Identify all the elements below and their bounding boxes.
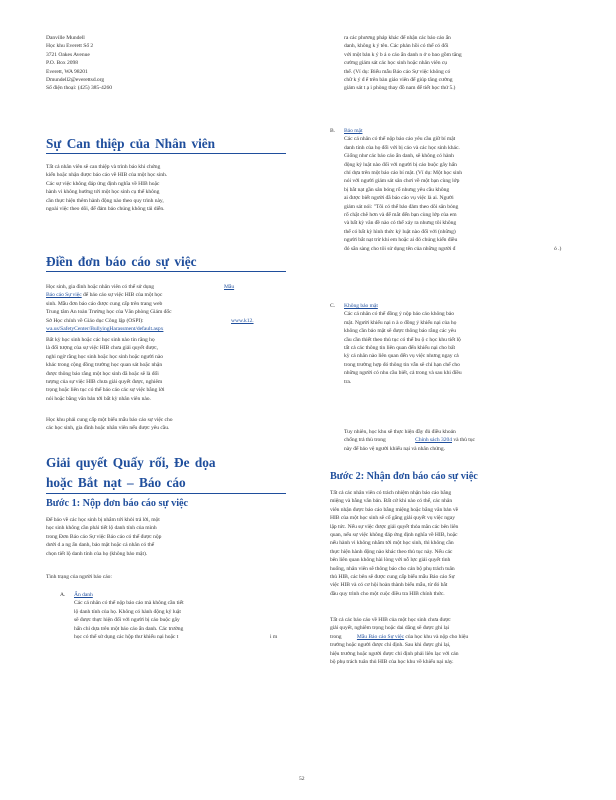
text-line: học sinh không cần phải tiết lộ danh tính của mình (46, 525, 157, 532)
text-line: hiệu trưởng hoặc người được chỉ định phải liên lạc với cán (330, 650, 459, 657)
text-line: Tất cả các báo cáo về HIB của một học sinh chưa được (330, 617, 451, 623)
text-line: Học khu phải cung cấp một biểu mẫu báo cáo sự việc cho (46, 417, 173, 423)
heading-rule (46, 271, 286, 272)
text-line: tượng của sự việc HIB chưa giải quyết được, nghiêm (46, 379, 163, 386)
text-line: Giống như các báo cáo ẩn danh, sẽ không có hành (344, 153, 454, 160)
text-span: ó .) (554, 245, 562, 252)
text-span: Sở Học chính về Giáo dục Công lập (OSPI): (46, 317, 144, 324)
text-line: việc HIB và có cơ hội hoàn thành biểu mẫu, từ đó bắt (330, 582, 448, 589)
text-line: bên liên quan không hài lòng với nỗ lực giải quyết tình (330, 557, 451, 564)
text-line: hành vi không hướng tới một học sinh cụ thể không (46, 189, 160, 196)
text-line: Các cá nhân có thể nộp báo cáo mà không cần tiết (74, 600, 184, 607)
heading-line: hoặc Bắt nạt – Báo cáo (46, 475, 186, 490)
text-line (330, 633, 570, 641)
text-line: cường giám sát các học sinh hoặc nhân viên cụ (344, 60, 447, 67)
text-line: nếu hành vi không nhắm tới một học sinh, thì không cần (330, 540, 454, 547)
text-line: danh tính của họ đối với bị cáo và các học sinh khác. (344, 144, 460, 151)
reporter-status-label: Tình trạng của người báo cáo: (46, 574, 112, 580)
text-line: và bất kỳ văn đề nào có thể xảy ra nhưng tôi không (344, 220, 457, 227)
text-line: giám sát nói: "Tôi có thể bảo đảm theo dõi sân bóng (344, 203, 459, 210)
text-line: chỉ dựa trên một báo cáo bí mật. (Ví dụ: Một học sinh (344, 170, 462, 177)
text-line (46, 317, 286, 325)
text-line: trong Đơn Báo cáo Sự việc Báo cáo có thể được nộp (46, 533, 162, 540)
text-line: quan, nếu sự việc không đáp ứng định nghĩa về HIB, hoặc (330, 532, 458, 539)
text-line: đầu quy trình cho một cuộc điều tra HIB chính thức. (330, 590, 445, 597)
section-heading-resolution (46, 455, 216, 491)
address-line: Học khu Everett Số 2 (46, 43, 94, 50)
page-number: 52 (299, 776, 305, 782)
text-line: hấn chỉ dựa trên một báo cáo ẩn danh. Các trường (74, 625, 184, 632)
text-span: i m (270, 634, 278, 641)
text-line: là đối tượng của sự việc HIB chưa giải quyết được, (46, 345, 159, 352)
text-line: thể. (Ví dụ: Biểu mẫu Báo cáo Sự việc không có (344, 68, 451, 75)
text-line: trong trường hợp đó thông tin vẫn sẽ chỉ hạn chế cho (344, 361, 460, 368)
confidential-item (344, 127, 570, 253)
text-line: lập tức. Nếu sự việc được giải quyết thỏa mãn các bên liên (330, 523, 459, 530)
text-line: thực hiện hành động nào khác theo thủ tục này. Nếu các (330, 548, 453, 555)
text-line (344, 245, 570, 253)
text-line: bộ phụ trách tuân thủ HIB của học khu về khiếu nại này. (330, 659, 454, 666)
heading-rule (46, 493, 286, 494)
form-availability-paragraph (46, 416, 286, 433)
text-span: và thủ tục (453, 437, 475, 444)
heading-rule (46, 153, 286, 154)
text-line: trưởng hoặc người được chỉ định. Sau khi được ghi lại, (330, 642, 451, 649)
text-line: rổ chặt chẽ hơn và để mắt đến bạn cùng lớp của em (344, 212, 457, 219)
section-heading-staff-intervention: Sự Can thiệp của Nhân viên (46, 136, 216, 151)
text-line: mật. Người khiếu nại n à o đồng ý khiếu nại của họ (344, 319, 457, 326)
text-line: Trung tâm An toàn Trường học của Văn phòng Giám đốc (46, 309, 172, 316)
step2-documentation-paragraph (330, 616, 570, 666)
text-line (344, 436, 570, 444)
anonymous-item (74, 591, 286, 641)
policy-3204-link[interactable]: Chính sách 3204 (415, 437, 452, 444)
text-line: Tuy nhiên, học khu sẽ thực hiện đầy đủ điều khoản (344, 429, 456, 435)
list-marker: A. (60, 592, 66, 598)
address-line: Số điện thoại: (425) 385-4260 (46, 85, 112, 92)
text-line: nghi ngờ rằng học sinh hoặc học sinh hoặc người nào (46, 353, 164, 360)
staff-intervention-paragraph (46, 163, 286, 213)
heading-line: Giải quyết Quấy rối, Đe dọa (46, 455, 216, 470)
address-line: P.O. Box 2098 (46, 60, 78, 67)
text-line: ngoài việc theo dõi, để đảm bảo chúng không tái diễn. (46, 206, 165, 213)
text-line: Tất cả các nhân viên có trách nhiệm nhận báo cáo bằng (330, 490, 452, 496)
retaliation-paragraph (344, 428, 570, 453)
text-line: không cần bảo mật sẽ được thông báo rằng các yêu (344, 328, 457, 335)
text-line: trọng hoặc liên tục có thể báo cáo các sự việc bằng lời (46, 387, 165, 394)
step1-paragraph (46, 516, 286, 558)
non-confidential-title: Không bảo mật (344, 303, 378, 309)
text-span: của học khu và nộp cho hiệu (405, 633, 469, 640)
text-line: giám sát t ạ i phòng thay đồ nam để tiết học thứ 5.) (344, 85, 456, 92)
text-line: những người có nhu cầu biết, cả trong và sau khi điều (344, 370, 462, 377)
text-line: tra. (344, 378, 352, 385)
anonymous-title: Ẩn danh (74, 592, 93, 598)
text-line: Tất cả nhân viên sẽ can thiệp và trình báo khi chứng (46, 164, 161, 170)
text-line: HIB của một học sinh sẽ cố gắng giải quyết vụ việc ngay (330, 515, 455, 522)
text-line: với một bản k ý b á o cáo ẩn danh n ở o bao gồm tăng (344, 51, 462, 58)
confidential-title: Bảo mật (344, 128, 363, 134)
text-line: Các cá nhân có thể nộp báo cáo yêu cầu giữ bí mật (344, 136, 456, 143)
text-line (46, 325, 286, 333)
text-line: thể có bất kỳ hình thức kỷ luật nào đối với (những) (344, 228, 456, 235)
incident-report-link[interactable]: Báo cáo Sự việc (46, 292, 82, 299)
text-line: cần thực hiện thêm hành động nào theo quy trình này, (46, 197, 164, 204)
text-line: các học sinh, gia đình hoặc nhân viên nếu được yêu cầu. (46, 425, 170, 432)
text-line: được thông báo rằng một học sinh đã hoặc sẽ là đối (46, 370, 159, 377)
text-line: ra các phương pháp khác để nhận các báo cáo ẩn (344, 35, 451, 41)
address-line: 3721 Oakes Avenue (46, 51, 90, 58)
text-line: Các sự việc không đáp ứng định nghĩa về HIB hoặc (46, 180, 160, 187)
list-marker: B. (330, 128, 336, 134)
text-line: nói hoặc bằng văn bản tới bất kỳ nhân viên nào. (46, 395, 151, 402)
address-line: Everett, WA 98201 (46, 68, 88, 75)
incident-report-paragraph (46, 283, 286, 333)
text-line: Bất kỳ học sinh hoặc các học sinh nào tin rằng họ (46, 337, 155, 343)
text-line: cầu cần thiết theo thủ tục có thể bu ộ c học khu tiết lộ (344, 336, 461, 343)
text-line: thủ HIB, các bên sẽ được cung cấp biểu mẫu Báo cáo Sự (330, 574, 455, 581)
text-line: Để báo về các học sinh bị nhắm tới khỏi trả lời, một (46, 517, 160, 523)
incident-form-link-2[interactable]: Mẫu Báo cáo Sự việc (356, 633, 405, 640)
address-line: Danville Mundell (46, 35, 85, 41)
incident-form-link[interactable]: Mẫu (224, 284, 235, 290)
anonymous-continuation (344, 34, 570, 93)
text-line: sẽ được thực hiện đối với người bị cáo buộc gây (74, 617, 180, 624)
text-line: ai được biết người đã báo cáo vụ việc là ai. Người (344, 195, 454, 202)
text-line (46, 291, 286, 299)
text-span: trong (330, 633, 342, 640)
text-line: kiến hoặc nhận được báo cáo về HIB của một học sinh. (46, 172, 168, 179)
text-line: lộ danh tính của họ. Không có hành động kỷ luật (74, 608, 181, 615)
text-line: Các cá nhân có thể đồng ý nộp báo cáo không bảo (344, 311, 454, 318)
text-line (74, 633, 286, 641)
text-line: chọn tiết lộ danh tính của họ (không bảo mật). (46, 550, 148, 557)
text-span: học có thể sử dụng các hộp thư khiếu nại hoặc t (74, 634, 179, 641)
non-confidential-item (344, 302, 570, 386)
text-line: danh, không k ý tên. Các phản hồi có thể có đối (344, 43, 449, 50)
text-line: khác trong cộng đồng trường học quan sát hoặc nhận (46, 362, 163, 369)
ospi-url-link[interactable]: wa.us/SafetyCenter/BullyingHarassment/default.aspx (46, 326, 164, 333)
contact-address (46, 34, 286, 93)
text-line: sinh. Mẫu đơn báo cáo được cung cấp trên trang web (46, 300, 163, 307)
text-span: để báo cáo sự việc HIB của một học (83, 292, 163, 299)
reporting-paragraph (46, 336, 286, 403)
step2-paragraph (330, 489, 570, 598)
step2-heading: Bước 2: Nhận đơn báo cáo sự việc (330, 471, 478, 482)
step1-heading: Bước 1: Nộp đơn báo cáo sự việc (46, 498, 189, 509)
text-line: tất cả các thông tin liên quan đến khiếu nại cho bất (344, 345, 455, 352)
text-line: huống, nhân viên sẽ thông báo cho cán bộ phụ trách tuân (330, 565, 455, 572)
text-line: này để bảo vệ người khiếu nại và nhân chứng. (344, 445, 445, 452)
text-line: kỳ cá nhân nào liên quan đến vụ việc nhưng ngay cả (344, 353, 459, 360)
text-line: viên nhận được báo cáo bằng miệng hoặc bằng văn bản về (330, 506, 459, 513)
text-line: dưới d a ng ẩn danh, bảo mật hoặc cá nhân có thể (46, 542, 155, 549)
text-span: đó sẵn sàng cho tôi sử dụng tên của những người đ (344, 245, 456, 252)
ospi-url-link-start[interactable]: www.k12. (231, 317, 254, 324)
text-line: giải quyết, nghiêm trọng hoặc dai dẳng sẽ được ghi lại (330, 625, 450, 632)
text-line: động kỷ luật nào đối với người bị cáo buộc gây hấn (344, 161, 457, 168)
address-line: Dmundell2@everettsd.org (46, 77, 105, 84)
text-line: người bắt nạt trừ khi em hoặc ai đó chúng kiến điều (344, 237, 458, 244)
text-span: Học sinh, gia đình hoặc nhân viên có thể sử dụng (46, 284, 154, 290)
text-line: nói với người giám sát sân chơi về một bạn cùng lớp (344, 178, 460, 185)
text-line: chữ k ý đ ể trên bàn giáo viên để giúp tăng cường (344, 77, 453, 84)
list-marker: C. (330, 303, 336, 309)
text-line (46, 283, 286, 291)
text-span: chống trả thù trong (344, 437, 386, 444)
text-line: miệng và bằng văn bản. Bất cứ khi nào có thể, các nhân (330, 498, 453, 505)
section-heading-incident-report: Điền đơn báo cáo sự việc (46, 254, 197, 269)
text-line: bị bắt nạt gần sân bóng rổ nhưng yêu cầu không (344, 186, 450, 193)
